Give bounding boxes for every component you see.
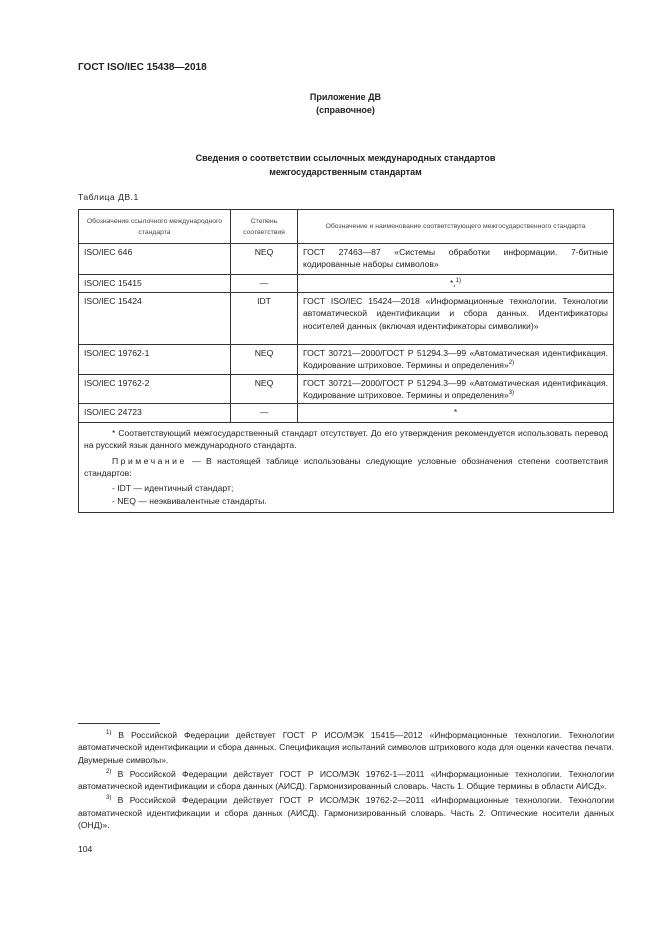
- page-number: 104: [78, 844, 93, 854]
- table-row: [79, 345, 614, 375]
- column-header: Обозначение ссылочного международного стандарта: [79, 210, 231, 244]
- std-cell: *: [298, 404, 614, 423]
- footnote-ref: 3): [508, 390, 515, 397]
- table-note: Примечание — В настоящей таблице использованы следующие условные обозначения степени соответствия стандартов:: [84, 455, 608, 479]
- footnote: $^{2)}$ В Российской Федерации действует ГОСТ Р ИСО/МЭК 19762-1—2011 «Информационные технологии. Технологии автоматической идентификации и сбора данных (АИСД). Гармонизированный словарь. Часть 1. Общие термины в области АИСД».: [78, 768, 614, 792]
- degree-cell: NEQ: [231, 345, 298, 375]
- asterisk-note: * Соответствующий межгосударственный стандарт отсутствует. До его утверждения рекомендуется использовать перевод на русский язык данного международного стандарта.: [84, 428, 608, 451]
- ref-cell: ISO/IEC 15415: [79, 275, 231, 293]
- ref-cell: ISO/IEC 646: [79, 244, 231, 275]
- ref-cell: ISO/IEC 24723: [79, 404, 231, 423]
- std-cell: ГОСТ 30721—2000/ГОСТ Р 51294.3—99 «Автоматическая идентификация. Кодирование штриховое. Термины и определения»$^{2)}$: [298, 345, 614, 375]
- table-row: [79, 374, 614, 404]
- table-row: [79, 293, 614, 345]
- ref-cell: ISO/IEC 19762-1: [79, 345, 231, 375]
- std-cell: *,$^{1)}$: [298, 275, 614, 293]
- footnote-ref: 1): [455, 278, 462, 285]
- note-idt: - IDT — идентичный стандарт;: [112, 483, 234, 494]
- ref-cell: ISO/IEC 19762-2: [79, 374, 231, 404]
- table-caption: Таблица ДВ.1: [78, 192, 139, 202]
- table-header-row: [79, 210, 614, 244]
- std-cell: ГОСТ ISO/IEC 15424—2018 «Информационные технологии. Технологии автоматической идентификации и сбора данных. Идентификаторы носителей данных (включая идентификаторы символики)»: [298, 293, 614, 345]
- column-header: Обозначение и наименование соответствующего межгосударственного стандарта: [298, 210, 614, 244]
- footnote: $^{1)}$ В Российской Федерации действует ГОСТ Р ИСО/МЭК 15415—2012 «Информационные технологии. Технологии автоматической идентификации и сбора данных. Спецификация испытаний символов штрихового кода для оценки качества печати. Двумерные символы».: [78, 730, 614, 765]
- annex-title: Приложение ДВ: [309, 92, 382, 102]
- footnotes: [78, 729, 614, 833]
- std-cell: ГОСТ 30721—2000/ГОСТ Р 51294.3—99 «Автоматическая идентификация. Кодирование штриховое. Термины и определения»$^{3)}$: [298, 374, 614, 404]
- degree-cell: IDT: [231, 293, 298, 345]
- std-cell: ГОСТ 27463—87 «Системы обработки информации. 7-битные кодированные наборы символов»: [298, 244, 614, 275]
- degree-cell: NEQ: [231, 374, 298, 404]
- degree-cell: NEQ: [231, 244, 298, 275]
- standards-table: [78, 209, 614, 513]
- degree-cell: —: [231, 275, 298, 293]
- footnote-separator: [78, 723, 160, 724]
- table-row: [79, 244, 614, 275]
- section-heading-line1: Сведения о соответствии ссылочных международных стандартов: [195, 153, 496, 163]
- table-row: [79, 404, 614, 423]
- column-header: Степень соответствия: [231, 210, 298, 244]
- annex-subtitle: (справочное): [316, 105, 375, 115]
- ref-cell: ISO/IEC 15424: [79, 293, 231, 345]
- document-code: ГОСТ ISO/IEC 15438—2018: [78, 62, 207, 73]
- degree-cell: —: [231, 404, 298, 423]
- section-heading-line2: межгосударственным стандартам: [269, 167, 422, 177]
- table-row: [79, 275, 614, 293]
- table-footer: [79, 423, 614, 513]
- footnote-ref: 2): [508, 360, 515, 367]
- note-neq: - NEQ — неэквивалентные стандарты.: [112, 495, 267, 506]
- footnote: $^{3)}$ В Российской Федерации действует ГОСТ Р ИСО/МЭК 19762-2—2011 «Информационные технологии. Технологии автоматической идентификации и сбора данных (АИСД). Гармонизированный словарь. Часть 2. Оптические носители данных (ОНД)».: [78, 795, 614, 831]
- table-footer-row: [79, 423, 614, 513]
